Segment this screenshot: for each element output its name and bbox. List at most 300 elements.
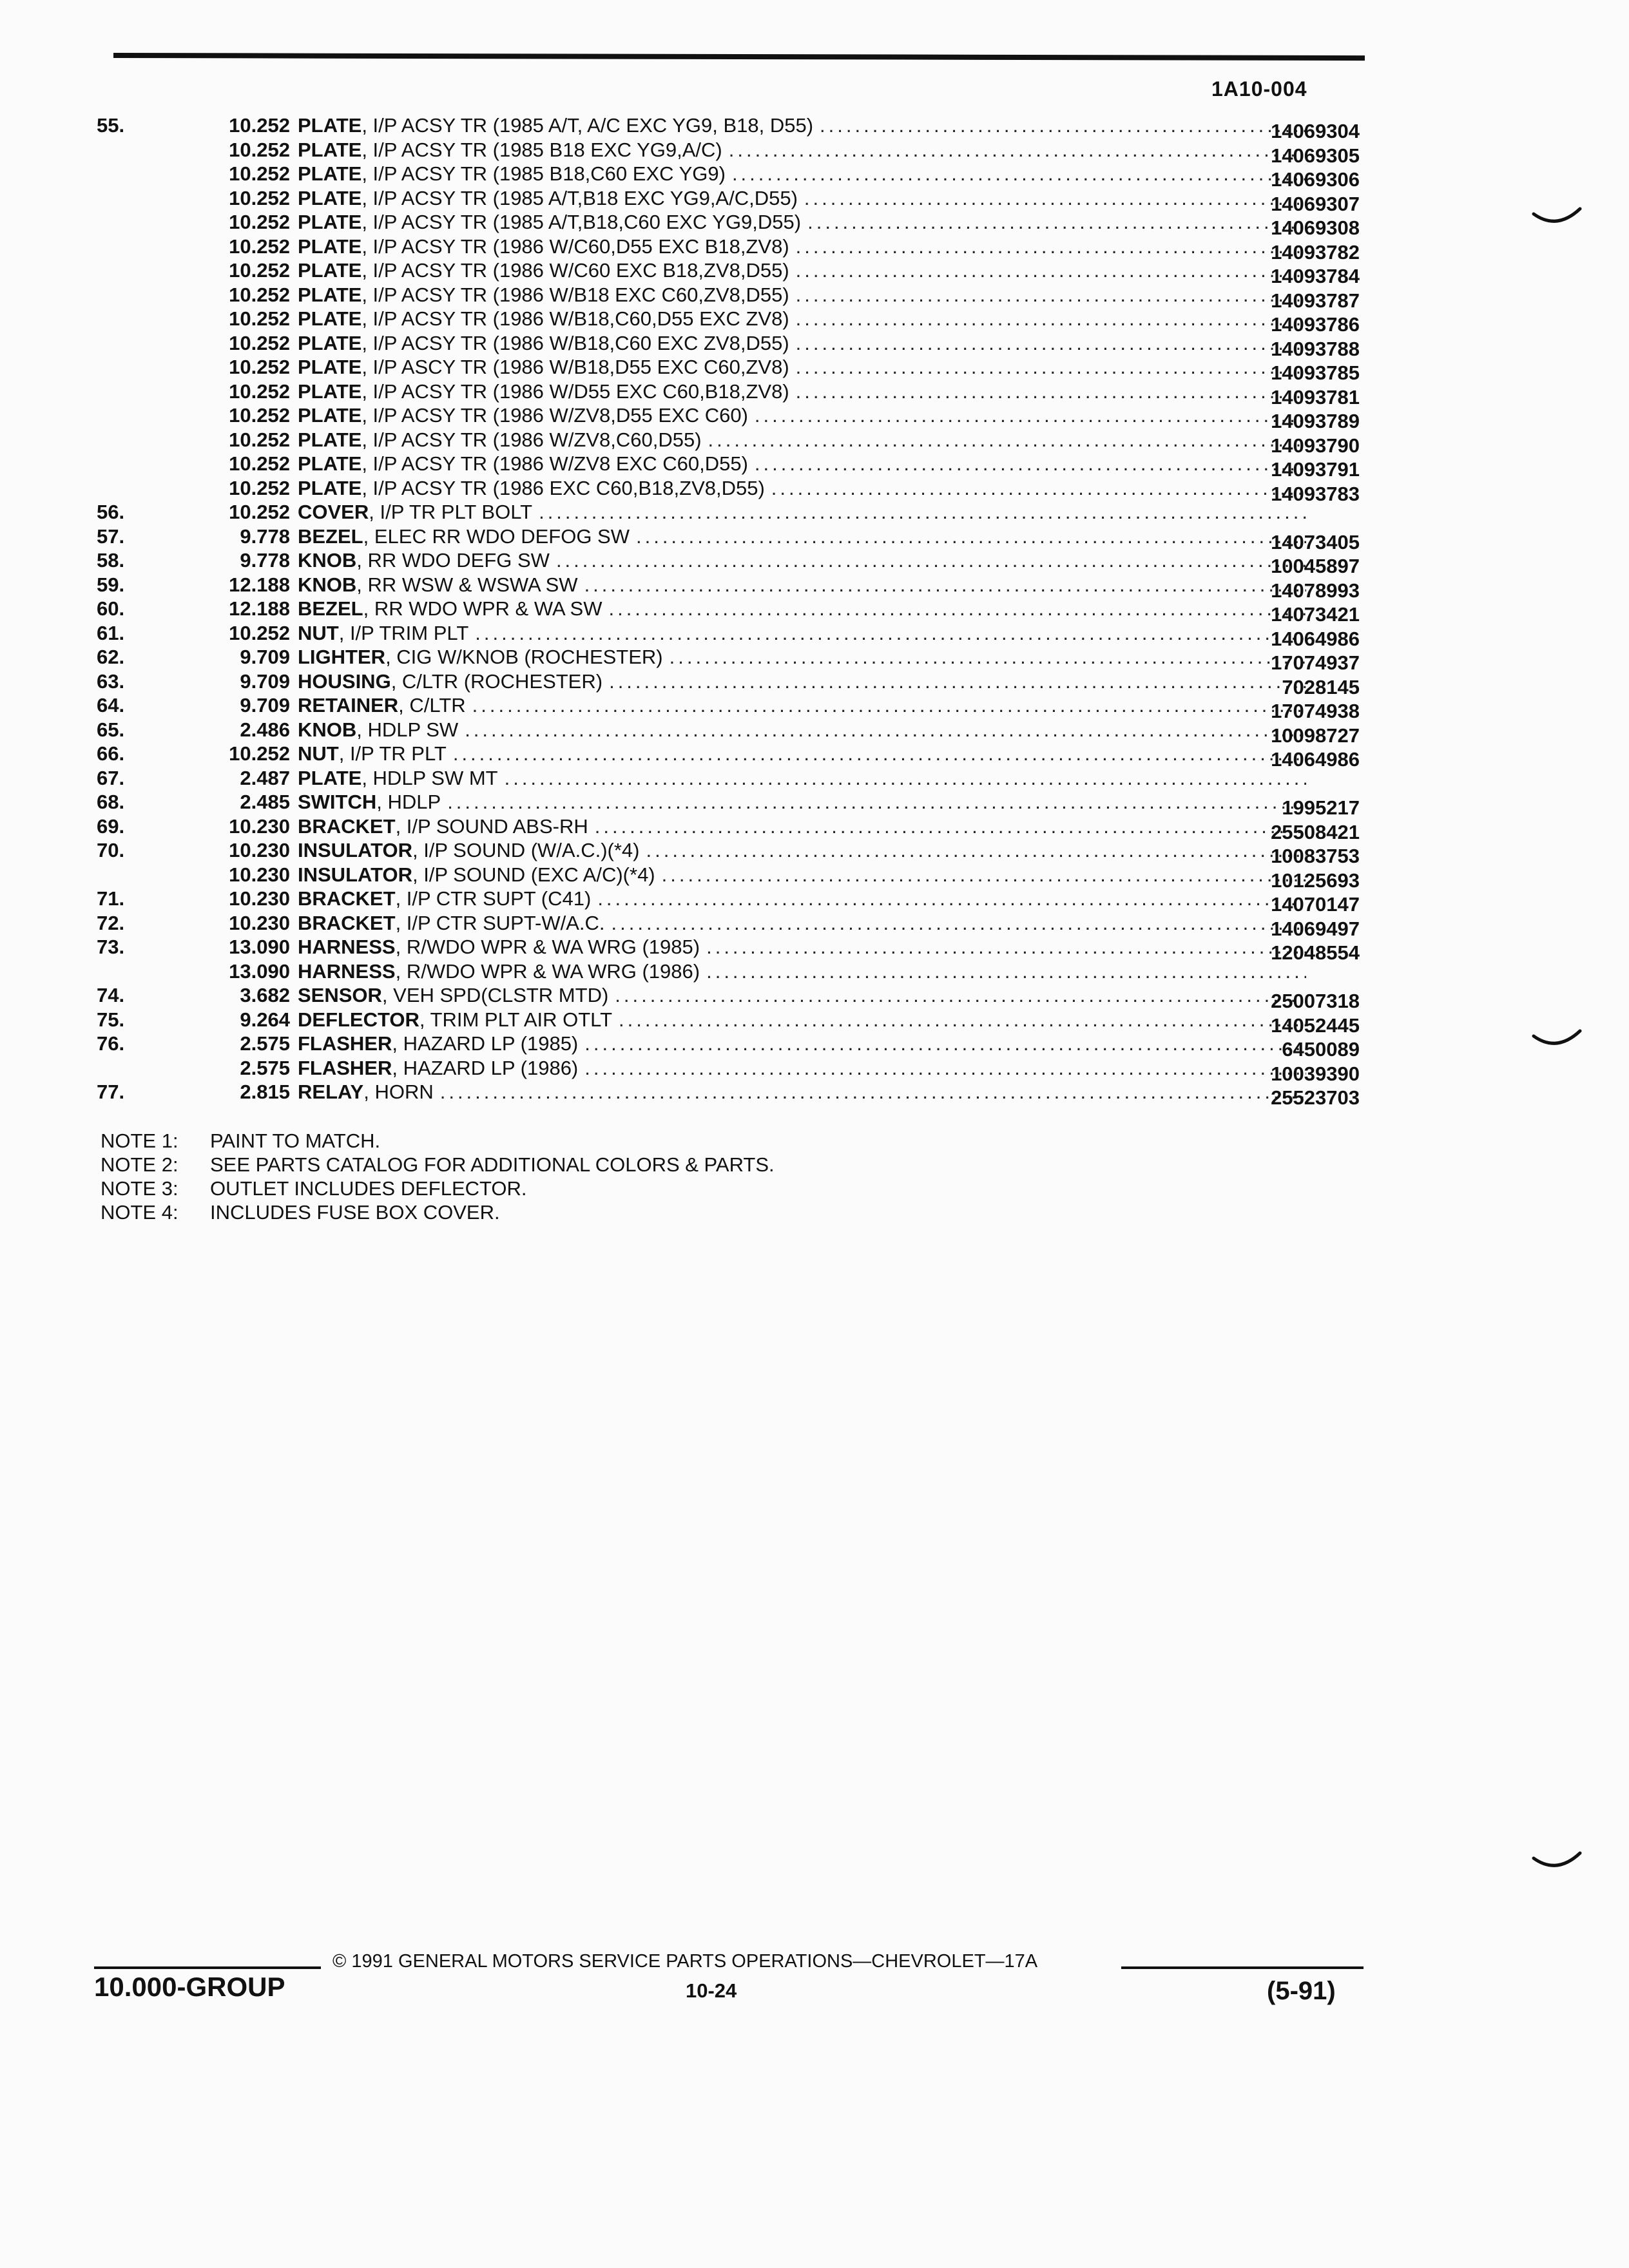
item-number: 75. bbox=[97, 1008, 125, 1031]
part-description bbox=[298, 597, 1306, 621]
item-number: 55. bbox=[97, 114, 125, 137]
group-number: 10.252 bbox=[229, 138, 290, 161]
item-number: 76. bbox=[97, 1032, 125, 1055]
note-text: OUTLET INCLUDES DEFLECTOR. bbox=[210, 1177, 527, 1200]
group-number: 10.252 bbox=[229, 186, 290, 209]
part-name: PLATE bbox=[298, 307, 362, 330]
group-label: 10.000-GROUP bbox=[94, 1972, 285, 2002]
part-description bbox=[298, 307, 1306, 331]
part-name: PLATE bbox=[298, 138, 362, 161]
page-number: 10-24 bbox=[686, 1979, 737, 2002]
part-detail: , ELEC RR WDO DEFOG SW bbox=[363, 524, 630, 548]
note-line bbox=[101, 1153, 775, 1177]
part-number: 14093782 bbox=[1271, 240, 1360, 264]
group-number: 10.230 bbox=[229, 887, 290, 910]
part-row bbox=[97, 1056, 1360, 1085]
group-number: 2.486 bbox=[240, 718, 290, 741]
part-description bbox=[298, 766, 1306, 791]
part-row bbox=[97, 162, 1360, 191]
part-name: LIGHTER bbox=[298, 646, 386, 668]
dot-leader bbox=[597, 887, 1306, 911]
dot-leader bbox=[475, 621, 1306, 646]
part-detail: , HORN bbox=[363, 1081, 434, 1103]
dot-leader bbox=[619, 1008, 1306, 1032]
part-number: 14093784 bbox=[1271, 265, 1360, 287]
part-row bbox=[97, 1032, 1360, 1061]
group-number: 10.252 bbox=[229, 307, 290, 330]
part-number: 14093790 bbox=[1271, 434, 1360, 457]
part-description bbox=[298, 524, 1306, 549]
part-row bbox=[97, 887, 1360, 916]
group-number: 10.252 bbox=[229, 476, 290, 499]
part-detail: , TRIM PLT AIR OTLT bbox=[419, 1008, 613, 1031]
part-row bbox=[97, 959, 1360, 984]
part-name: SENSOR bbox=[298, 984, 382, 1006]
notes-section bbox=[101, 1129, 775, 1224]
group-number: 2.487 bbox=[240, 766, 290, 789]
part-number: 10039390 bbox=[1271, 1062, 1360, 1085]
part-number: 6450089 bbox=[1282, 1038, 1360, 1061]
part-name: COVER bbox=[298, 501, 369, 523]
part-detail: , I/P ASCY TR (1986 W/B18,D55 EXC C60,ZV8) bbox=[361, 356, 789, 378]
part-description bbox=[298, 380, 1306, 404]
part-row bbox=[97, 863, 1360, 892]
copyright-line: © 1991 GENERAL MOTORS SERVICE PARTS OPERATIONS—CHEVROLET—17A bbox=[333, 1951, 1038, 1972]
note-label: NOTE 4: bbox=[101, 1201, 178, 1224]
part-name: BRACKET bbox=[298, 911, 396, 934]
dot-leader bbox=[505, 766, 1306, 791]
part-number: 10125693 bbox=[1271, 869, 1360, 892]
item-number: 69. bbox=[97, 814, 125, 838]
part-detail: , I/P CTR SUPT (C41) bbox=[395, 887, 592, 910]
part-detail: , RR WDO DEFG SW bbox=[356, 549, 550, 572]
part-number: 14093787 bbox=[1271, 289, 1360, 312]
dot-leader bbox=[584, 1056, 1306, 1081]
part-name: PLATE bbox=[298, 162, 362, 185]
part-detail: , R/WDO WPR & WA WRG (1985) bbox=[395, 936, 700, 958]
part-row bbox=[97, 452, 1360, 481]
part-description bbox=[298, 935, 1306, 959]
part-number: 7028145 bbox=[1282, 675, 1360, 698]
part-name: PLATE bbox=[298, 476, 362, 499]
dot-leader bbox=[440, 1080, 1306, 1104]
part-row bbox=[97, 669, 1360, 698]
part-row bbox=[97, 403, 1360, 432]
group-number: 10.252 bbox=[229, 380, 290, 403]
dot-leader bbox=[755, 452, 1306, 476]
part-name: PLATE bbox=[298, 452, 362, 475]
binder-mark-bottom bbox=[1531, 1849, 1583, 1875]
group-number: 9.264 bbox=[240, 1008, 290, 1031]
item-number: 65. bbox=[97, 718, 125, 741]
group-number: 10.252 bbox=[229, 162, 290, 185]
note-line bbox=[101, 1177, 775, 1200]
dot-leader bbox=[729, 138, 1306, 162]
part-detail: , I/P ACSY TR (1986 W/ZV8,D55 EXC C60) bbox=[361, 404, 748, 427]
parts-list bbox=[97, 113, 1360, 1109]
part-description bbox=[298, 403, 1306, 428]
part-detail: , RR WSW & WSWA SW bbox=[356, 573, 578, 596]
note-label: NOTE 1: bbox=[101, 1129, 178, 1152]
part-detail: , I/P ACSY TR (1985 A/T, A/C EXC YG9, B18, D55) bbox=[361, 114, 814, 137]
part-description bbox=[298, 258, 1306, 283]
part-description bbox=[298, 1008, 1306, 1032]
dot-leader bbox=[465, 718, 1306, 742]
group-number: 10.252 bbox=[229, 428, 290, 451]
part-description bbox=[298, 138, 1306, 162]
part-row bbox=[97, 814, 1360, 843]
part-row bbox=[97, 693, 1360, 722]
part-detail: , HAZARD LP (1985) bbox=[392, 1032, 579, 1055]
part-name: PLATE bbox=[298, 766, 362, 789]
part-row bbox=[97, 476, 1360, 505]
part-row bbox=[97, 766, 1360, 791]
part-row bbox=[97, 573, 1360, 602]
group-number: 10.252 bbox=[229, 452, 290, 475]
dot-leader bbox=[755, 403, 1306, 428]
part-row bbox=[97, 742, 1360, 771]
note-label: NOTE 2: bbox=[101, 1153, 178, 1176]
dot-leader bbox=[609, 669, 1306, 694]
part-name: BRACKET bbox=[298, 814, 396, 838]
part-detail: , I/P ACSY TR (1985 B18 EXC YG9,A/C) bbox=[361, 138, 722, 161]
dot-leader bbox=[636, 524, 1306, 549]
part-row bbox=[97, 1008, 1360, 1037]
part-detail: , HDLP bbox=[376, 791, 441, 813]
part-detail: , VEH SPD(CLSTR MTD) bbox=[381, 984, 609, 1006]
part-number: 17074938 bbox=[1271, 700, 1360, 722]
part-number: 14069304 bbox=[1271, 120, 1360, 142]
item-number: 74. bbox=[97, 984, 125, 1006]
group-number: 2.815 bbox=[240, 1081, 290, 1103]
note-text: SEE PARTS CATALOG FOR ADDITIONAL COLORS & PARTS. bbox=[210, 1153, 775, 1176]
item-number: 66. bbox=[97, 742, 125, 765]
dot-leader bbox=[670, 645, 1306, 669]
part-row bbox=[97, 186, 1360, 215]
part-name: PLATE bbox=[298, 283, 362, 306]
part-detail: , I/P ACSY TR (1986 EXC C60,B18,ZV8,D55) bbox=[361, 476, 765, 499]
note-line bbox=[101, 1200, 775, 1224]
item-number: 73. bbox=[97, 936, 125, 958]
part-row bbox=[97, 597, 1360, 626]
part-row bbox=[97, 524, 1360, 553]
part-description bbox=[298, 959, 1306, 984]
part-row bbox=[97, 838, 1360, 867]
group-number: 10.252 bbox=[229, 404, 290, 427]
part-detail: , C/LTR (ROCHESTER) bbox=[390, 669, 603, 693]
part-number: 14064986 bbox=[1271, 627, 1360, 650]
part-description bbox=[298, 718, 1306, 742]
note-label: NOTE 3: bbox=[101, 1177, 178, 1200]
part-name: DEFLECTOR bbox=[298, 1008, 419, 1031]
part-description bbox=[298, 1032, 1306, 1056]
part-description bbox=[298, 1056, 1306, 1081]
group-number: 3.682 bbox=[240, 984, 290, 1006]
part-row bbox=[97, 718, 1360, 747]
part-number: 10098727 bbox=[1271, 724, 1360, 747]
part-row bbox=[97, 307, 1360, 336]
part-number: 17074937 bbox=[1271, 651, 1360, 674]
dot-leader bbox=[608, 597, 1306, 621]
part-number: 14093788 bbox=[1271, 337, 1360, 360]
part-detail: , I/P SOUND ABS-RH bbox=[395, 814, 588, 838]
part-name: PLATE bbox=[298, 235, 362, 258]
part-row bbox=[97, 235, 1360, 264]
part-description bbox=[298, 887, 1306, 911]
part-row bbox=[97, 258, 1360, 287]
part-detail: , I/P TR PLT bbox=[338, 742, 447, 765]
part-description bbox=[298, 863, 1306, 887]
part-name: BEZEL bbox=[298, 524, 363, 548]
part-name: HOUSING bbox=[298, 669, 391, 693]
part-description bbox=[298, 742, 1306, 766]
note-line bbox=[101, 1129, 775, 1153]
part-description bbox=[298, 235, 1306, 259]
group-number: 9.709 bbox=[240, 694, 290, 716]
part-row bbox=[97, 645, 1360, 674]
part-number: 14069497 bbox=[1271, 917, 1360, 940]
footer-rule-right bbox=[1121, 1966, 1364, 1969]
part-name: PLATE bbox=[298, 259, 362, 282]
part-name: HARNESS bbox=[298, 959, 396, 983]
part-description bbox=[298, 186, 1306, 211]
part-number: 14093781 bbox=[1271, 385, 1360, 408]
part-name: PLATE bbox=[298, 114, 362, 137]
page-code: 1A10-004 bbox=[1211, 77, 1307, 101]
part-number: 14069305 bbox=[1271, 144, 1360, 167]
part-name: INSULATOR bbox=[298, 839, 412, 861]
part-description bbox=[298, 1080, 1306, 1104]
group-number: 10.252 bbox=[229, 356, 290, 378]
part-number: 1995217 bbox=[1282, 796, 1360, 819]
group-number: 10.230 bbox=[229, 863, 290, 886]
part-description bbox=[298, 476, 1306, 501]
part-name: PLATE bbox=[298, 331, 362, 354]
item-number: 71. bbox=[97, 887, 125, 910]
group-number: 10.252 bbox=[229, 211, 290, 233]
part-number: 14069308 bbox=[1271, 216, 1360, 239]
part-detail: , R/WDO WPR & WA WRG (1986) bbox=[395, 959, 700, 983]
part-name: PLATE bbox=[298, 186, 362, 209]
footer-rule-left bbox=[94, 1966, 321, 1969]
group-number: 10.252 bbox=[229, 259, 290, 282]
part-detail: , I/P SOUND (EXC A/C)(*4) bbox=[412, 863, 655, 886]
part-number: 14073405 bbox=[1271, 530, 1360, 553]
part-row bbox=[97, 428, 1360, 457]
group-number: 10.252 bbox=[229, 621, 290, 644]
dot-leader bbox=[612, 911, 1306, 936]
part-number: 14064986 bbox=[1271, 748, 1360, 771]
part-number: 14069306 bbox=[1271, 168, 1360, 191]
part-detail: , HAZARD LP (1986) bbox=[392, 1056, 579, 1079]
part-number: 25508421 bbox=[1271, 820, 1360, 843]
part-number: 14093785 bbox=[1271, 361, 1360, 384]
part-detail: , I/P SOUND (W/A.C.)(*4) bbox=[412, 839, 640, 861]
item-number: 68. bbox=[97, 791, 125, 813]
part-row bbox=[97, 138, 1360, 167]
part-detail: , I/P ACSY TR (1986 W/C60 EXC B18,ZV8,D55) bbox=[361, 259, 789, 282]
dot-leader bbox=[708, 428, 1306, 452]
part-detail: , I/P ACSY TR (1985 A/T,B18,C60 EXC YG9,D55) bbox=[361, 211, 802, 233]
part-detail: , I/P ACSY TR (1986 W/B18 EXC C60,ZV8,D55) bbox=[361, 283, 789, 306]
group-number: 12.188 bbox=[229, 573, 290, 596]
part-name: KNOB bbox=[298, 718, 357, 741]
part-row bbox=[97, 380, 1360, 408]
note-text: PAINT TO MATCH. bbox=[210, 1129, 381, 1152]
dot-leader bbox=[732, 162, 1306, 186]
item-number: 72. bbox=[97, 911, 125, 934]
binder-mark-top bbox=[1531, 205, 1583, 231]
item-number: 57. bbox=[97, 524, 125, 548]
part-detail: , I/P ACSY TR (1986 W/ZV8,C60,D55) bbox=[361, 428, 702, 451]
part-row bbox=[97, 935, 1360, 964]
part-detail: , HDLP SW MT bbox=[361, 766, 498, 789]
part-description bbox=[298, 645, 1306, 669]
part-number: 25007318 bbox=[1271, 990, 1360, 1012]
part-row bbox=[97, 983, 1360, 1012]
part-name: PLATE bbox=[298, 428, 362, 451]
part-name: SWITCH bbox=[298, 791, 377, 813]
item-number: 64. bbox=[97, 694, 125, 716]
dot-leader bbox=[646, 838, 1306, 863]
dot-leader bbox=[556, 548, 1306, 573]
note-text: INCLUDES FUSE BOX COVER. bbox=[210, 1201, 500, 1224]
part-detail: , I/P ACSY TR (1986 W/D55 EXC C60,B18,ZV8) bbox=[361, 380, 789, 403]
part-name: NUT bbox=[298, 621, 339, 644]
part-number: 25523703 bbox=[1271, 1086, 1360, 1109]
item-number: 77. bbox=[97, 1081, 125, 1103]
part-name: PLATE bbox=[298, 404, 362, 427]
part-detail: , I/P ACSY TR (1986 W/ZV8 EXC C60,D55) bbox=[361, 452, 748, 475]
group-number: 9.778 bbox=[240, 524, 290, 548]
part-row bbox=[97, 911, 1360, 940]
part-name: BRACKET bbox=[298, 887, 396, 910]
dot-leader bbox=[595, 814, 1306, 839]
part-number: 14093791 bbox=[1271, 458, 1360, 481]
dot-leader bbox=[453, 742, 1306, 766]
part-detail: , HDLP SW bbox=[356, 718, 459, 741]
part-detail: , C/LTR bbox=[398, 694, 466, 716]
group-number: 2.575 bbox=[240, 1032, 290, 1055]
item-number: 67. bbox=[97, 766, 125, 789]
part-description bbox=[298, 428, 1306, 452]
part-detail: , RR WDO WPR & WA SW bbox=[363, 597, 602, 620]
item-number: 59. bbox=[97, 573, 125, 596]
part-detail: , I/P TRIM PLT bbox=[338, 621, 469, 644]
item-number: 60. bbox=[97, 597, 125, 620]
dot-leader bbox=[706, 959, 1306, 984]
part-description bbox=[298, 283, 1306, 307]
part-name: KNOB bbox=[298, 573, 357, 596]
group-number: 10.230 bbox=[229, 911, 290, 934]
part-description bbox=[298, 500, 1306, 524]
part-description bbox=[298, 621, 1306, 646]
group-number: 9.778 bbox=[240, 549, 290, 572]
part-number: 14093783 bbox=[1271, 482, 1360, 505]
dot-leader bbox=[615, 983, 1306, 1008]
part-description bbox=[298, 790, 1306, 814]
part-row bbox=[97, 355, 1360, 384]
group-number: 10.252 bbox=[229, 331, 290, 354]
part-detail: , CIG W/KNOB (ROCHESTER) bbox=[385, 646, 663, 668]
part-detail: , I/P CTR SUPT-W/A.C. bbox=[395, 911, 605, 934]
part-row bbox=[97, 1080, 1360, 1109]
part-name: NUT bbox=[298, 742, 339, 765]
part-description bbox=[298, 355, 1306, 380]
part-name: HARNESS bbox=[298, 936, 396, 958]
part-number: 14093786 bbox=[1271, 313, 1360, 336]
part-name: FLASHER bbox=[298, 1056, 392, 1079]
part-number: 14078993 bbox=[1271, 579, 1360, 602]
dot-leader bbox=[539, 500, 1306, 524]
group-number: 10.252 bbox=[229, 742, 290, 765]
part-description bbox=[298, 669, 1306, 694]
part-detail: , I/P ACSY TR (1986 W/B18,C60,D55 EXC ZV8) bbox=[361, 307, 789, 330]
part-number: 14070147 bbox=[1271, 893, 1360, 916]
group-number: 13.090 bbox=[229, 936, 290, 958]
part-description bbox=[298, 911, 1306, 936]
part-row bbox=[97, 331, 1360, 360]
part-row bbox=[97, 790, 1360, 819]
part-number: 14052445 bbox=[1271, 1014, 1360, 1037]
part-row bbox=[97, 283, 1360, 312]
part-row bbox=[97, 500, 1360, 524]
part-description bbox=[298, 162, 1306, 186]
part-description bbox=[298, 838, 1306, 863]
part-description bbox=[298, 573, 1306, 597]
group-number: 13.090 bbox=[229, 959, 290, 983]
item-number: 70. bbox=[97, 839, 125, 861]
part-name: KNOB bbox=[298, 549, 357, 572]
top-rule bbox=[113, 53, 1365, 61]
part-description bbox=[298, 814, 1306, 839]
group-number: 10.252 bbox=[229, 283, 290, 306]
part-name: RETAINER bbox=[298, 694, 399, 716]
dot-leader bbox=[662, 863, 1306, 887]
part-detail: , I/P ACSY TR (1986 W/B18,C60 EXC ZV8,D55) bbox=[361, 331, 789, 354]
group-number: 10.230 bbox=[229, 814, 290, 838]
part-detail: , I/P ACSY TR (1985 B18,C60 EXC YG9) bbox=[361, 162, 726, 185]
group-number: 9.709 bbox=[240, 646, 290, 668]
part-name: RELAY bbox=[298, 1081, 364, 1103]
part-detail: , I/P ACSY TR (1985 A/T,B18 EXC YG9,A/C,D55) bbox=[361, 186, 798, 209]
part-number: 14093789 bbox=[1271, 410, 1360, 432]
group-number: 10.252 bbox=[229, 114, 290, 137]
part-detail: , I/P TR PLT BOLT bbox=[369, 501, 533, 523]
binder-mark-middle bbox=[1531, 1027, 1583, 1053]
date-code: (5-91) bbox=[1267, 1977, 1336, 2005]
part-number: 10045897 bbox=[1271, 555, 1360, 577]
part-description bbox=[298, 452, 1306, 476]
part-number: 10083753 bbox=[1271, 845, 1360, 867]
part-row bbox=[97, 113, 1360, 142]
part-name: PLATE bbox=[298, 356, 362, 378]
item-number: 62. bbox=[97, 646, 125, 668]
part-description bbox=[298, 210, 1306, 235]
part-name: PLATE bbox=[298, 380, 362, 403]
part-row bbox=[97, 210, 1360, 239]
part-description bbox=[298, 548, 1306, 573]
part-row bbox=[97, 548, 1360, 577]
part-number: 14073421 bbox=[1271, 603, 1360, 626]
part-row bbox=[97, 621, 1360, 650]
dot-leader bbox=[584, 573, 1306, 597]
dot-leader bbox=[472, 693, 1306, 718]
group-number: 2.575 bbox=[240, 1056, 290, 1079]
group-number: 12.188 bbox=[229, 597, 290, 620]
group-number: 10.252 bbox=[229, 501, 290, 523]
item-number: 56. bbox=[97, 501, 125, 523]
